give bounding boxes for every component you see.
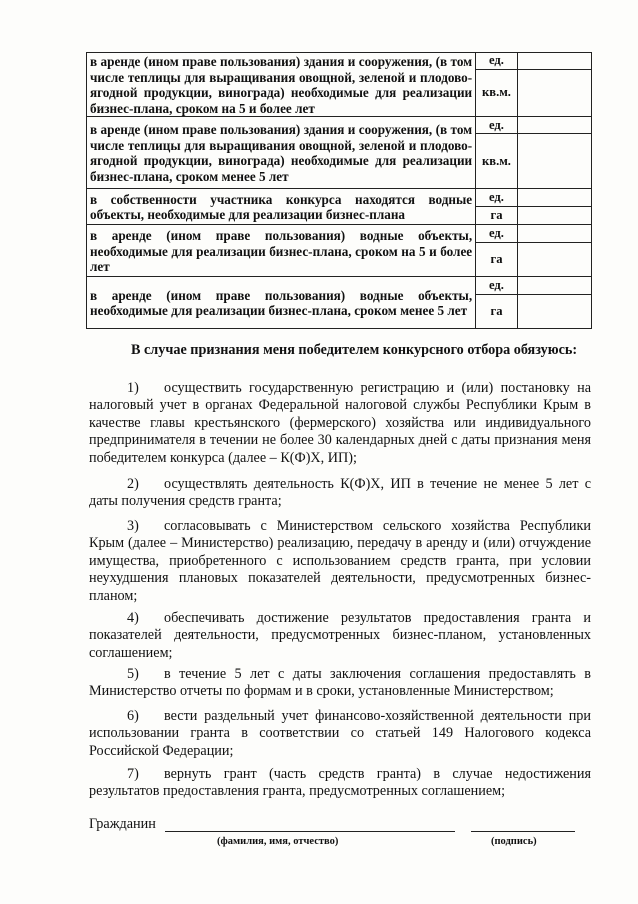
value-cell <box>517 295 591 329</box>
value-cell <box>517 243 591 277</box>
name-caption: (фамилия, имя, отчество) <box>217 836 339 847</box>
signature-caption: (подпись) <box>491 836 537 847</box>
obligation-item-5 <box>89 666 591 701</box>
item-text: обеспечивать достижение результатов предоставления гранта и показателей деятельности, предусмотренных бизнес-планом, установленных соглашением; <box>89 610 591 661</box>
item-number: 6) <box>127 708 139 724</box>
value-cell <box>517 225 591 243</box>
value-cell <box>517 277 591 295</box>
value-cell <box>517 70 591 117</box>
value-cell <box>517 207 591 225</box>
item-text: вести раздельный учет финансово-хозяйственной деятельности при использовании гранта в соответствии со статьей 149 Налогового кодекса Российской Федерации; <box>89 708 591 759</box>
signature-label: Гражданин <box>89 816 156 832</box>
obligation-item-6 <box>89 708 591 760</box>
row-description: в собственности участника конкурса находятся водные объекты, необходимые для реализации бизнес-плана <box>87 189 476 225</box>
requirements-table <box>86 52 592 329</box>
unit-cell: кв.м. <box>476 134 518 189</box>
row-description: в аренде (ином праве пользования) водные объекты, необходимые для реализации бизнес-плана, сроком менее 5 лет <box>87 277 476 329</box>
item-text: согласовывать с Министерством сельского хозяйства Республики Крым (далее – Министерство) реализацию, передачу в аренду и (или) отчуждение имущества, приобретенного с использованием средств гранта, при условии неухудшения плановых показателей деятельности, предусмотренных бизнес-планом; <box>89 518 591 604</box>
table-row <box>87 53 592 70</box>
unit-cell: ед. <box>476 277 518 295</box>
obligation-item-7 <box>89 766 591 801</box>
item-number: 4) <box>127 610 139 626</box>
unit-cell: кв.м. <box>476 70 518 117</box>
obligation-item-2 <box>89 476 591 511</box>
table-row <box>87 277 592 295</box>
item-number: 7) <box>127 766 139 782</box>
item-text: вернуть грант (часть средств гранта) в случае недостижения результатов предоставления гранта, предусмотренных соглашением; <box>89 766 591 800</box>
unit-cell: ед. <box>476 189 518 207</box>
unit-cell: га <box>476 295 518 329</box>
table-row <box>87 117 592 134</box>
value-cell <box>517 117 591 134</box>
obligation-item-3 <box>89 518 591 605</box>
row-description: в аренде (ином праве пользования) здания и сооружения, (в том числе теплицы для выращивания овощной, зеленой и плодово-ягодной продукции, винограда) необходимые для реализации бизнес-плана, сроком на 5 и более лет <box>87 53 476 117</box>
unit-cell: га <box>476 207 518 225</box>
table-row <box>87 225 592 243</box>
name-line <box>165 831 455 832</box>
item-number: 3) <box>127 518 139 534</box>
row-description: в аренде (ином праве пользования) здания и сооружения, (в том числе теплицы для выращивания овощной, зеленой и плодово-ягодной продукции, винограда) необходимые для реализации бизнес-плана, сроком менее 5 лет <box>87 117 476 189</box>
item-text: в течение 5 лет с даты заключения соглашения предоставлять в Министерство отчеты по формам и в сроки, установленные Министерством; <box>89 666 591 700</box>
value-cell <box>517 53 591 70</box>
value-cell <box>517 134 591 189</box>
item-text: осуществлять деятельность К(Ф)Х, ИП в течение не менее 5 лет с даты получения средств гранта; <box>89 476 591 510</box>
unit-cell: ед. <box>476 225 518 243</box>
item-text: осуществить государственную регистрацию и (или) постановку на налоговый учет в органах Федеральной налоговой службы Республики Крым в качестве главы крестьянского (фермерского) хозяйства или индивидуального предпринимателя в течении не более 30 календарных дней с даты признания меня победителем конкурса (далее – К(Ф)Х, ИП); <box>89 380 591 466</box>
item-number: 2) <box>127 476 139 492</box>
unit-cell: ед. <box>476 117 518 134</box>
unit-cell: га <box>476 243 518 277</box>
item-number: 1) <box>127 380 139 396</box>
value-cell <box>517 189 591 207</box>
signature-block <box>89 816 591 856</box>
obligation-item-4 <box>89 610 591 662</box>
item-number: 5) <box>127 666 139 682</box>
row-description: в аренде (ином праве пользования) водные объекты, необходимые для реализации бизнес-плана, сроком на 5 и более лет <box>87 225 476 277</box>
signature-line <box>471 831 575 832</box>
obligation-item-1 <box>89 380 591 467</box>
table-row <box>87 189 592 207</box>
unit-cell: ед. <box>476 53 518 70</box>
obligations-heading: В случае признания меня победителем конкурсного отбора обязуюсь: <box>131 342 578 358</box>
